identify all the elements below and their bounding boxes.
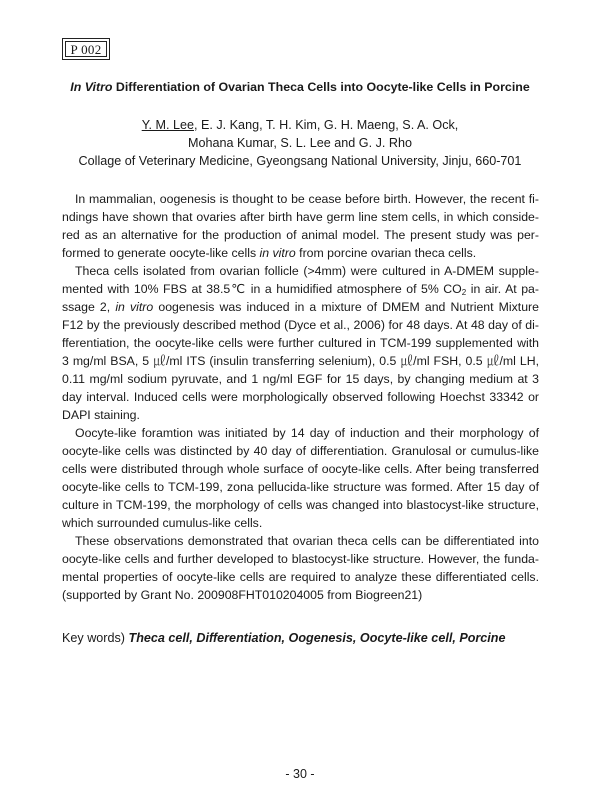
title-italic: In Vitro: [70, 80, 113, 94]
paragraph-1-text-a: In mammalian, oogenesis is thought to be cease before birth. However, the recent findings have shown that ovaries after birth have germ line stem cells, in which considered as an alternative for the production of animal model. The present study was performed to generate oocyte-like cells: [62, 192, 539, 260]
author-line-2: Mohana Kumar, S. L. Lee and G. J. Rho: [187, 136, 413, 150]
keywords-label: Key words): [62, 631, 125, 645]
paragraph-4: These observations demonstrated that ovarian theca cells can be differentiated into oocyte-like cells and further developed to blastocyst-like structure. However, the fundamental properties of oocyte-like cells are required to analyze these differentiated cells. (supported by Grant No. 200908FHT010204005 from Biogreen21): [62, 534, 539, 602]
keywords-values: Theca cell, Differentiation, Oogenesis, Oocyte-like cell, Porcine: [128, 631, 506, 645]
paragraph-3: Oocyte-like foramtion was initiated by 14 day of induction and their morphology of oocyte-like cells was distincted by 40 day of differentiation. Granulosal or cumulus-like cells were distributed through whole surface of oocyte-like cells. After being transferred oocyte-like cells to TCM-199, zona pellucida-like structure was formed. After 15 day of culture in TCM-199, the morphology of cells was changed into blastocyst-like structure, which surrounded cumulus-like cells.: [62, 426, 539, 530]
co-authors-line-1: , E. J. Kang, T. H. Kim, G. H. Maeng, S. A. Ock,: [193, 118, 459, 132]
keywords-line: [62, 631, 506, 645]
poster-number-box: [62, 38, 110, 60]
abstract-body: [62, 190, 539, 604]
paper-title: [40, 80, 560, 94]
paragraph-1-text-b: from porcine ovarian theca cells.: [295, 246, 477, 260]
title-text: Differentiation of Ovarian Theca Cells into Oocyte-like Cells in Porcine: [112, 80, 530, 94]
paragraph-1-italic: in vitro: [259, 246, 296, 260]
poster-number: P 002: [65, 41, 107, 57]
paragraph-1: [62, 190, 539, 262]
paragraph-2-italic: in vitro: [115, 300, 154, 314]
paragraph-2-text-b: in air. At passage 2,: [62, 282, 539, 314]
page-number: - 30 -: [285, 767, 315, 781]
paragraph-2-text-a: Theca cells isolated from ovarian follicle (>4mm) were cultured in A-DMEM supplemented with 10% FBS at 38.5℃ in a humidified atmosphere of 5% CO: [62, 264, 539, 296]
co2-subscript: 2: [461, 288, 467, 297]
paragraph-2-text-c: oogenesis was induced in a mixture of DMEM and Nutrient Mixture F12 by the previously described method (Dyce et al., 2006) for 48 days. At 48 day of differentiation, the oocyte-like cells were further cultured in TCM-199 supplemented with 3 mg/ml BSA, 5 ㎕/ml ITS (insulin transferring selenium), 0.5 ㎕/ml FSH, 0.5 ㎕/ml LH, 0.11 mg/ml sodium pyruvate, and 1 ng/ml EGF for 15 days, by changing medium at 3 day interval. Induced cells were morphologically observed following Hoechst 33342 or DAPI staining.: [62, 300, 539, 422]
author-line-1: [40, 118, 560, 132]
presenting-author: Y. M. Lee: [141, 118, 194, 132]
paragraph-2: [62, 262, 539, 424]
affiliation: Collage of Veterinary Medicine, Gyeongsang National University, Jinju, 660-701: [78, 154, 522, 168]
